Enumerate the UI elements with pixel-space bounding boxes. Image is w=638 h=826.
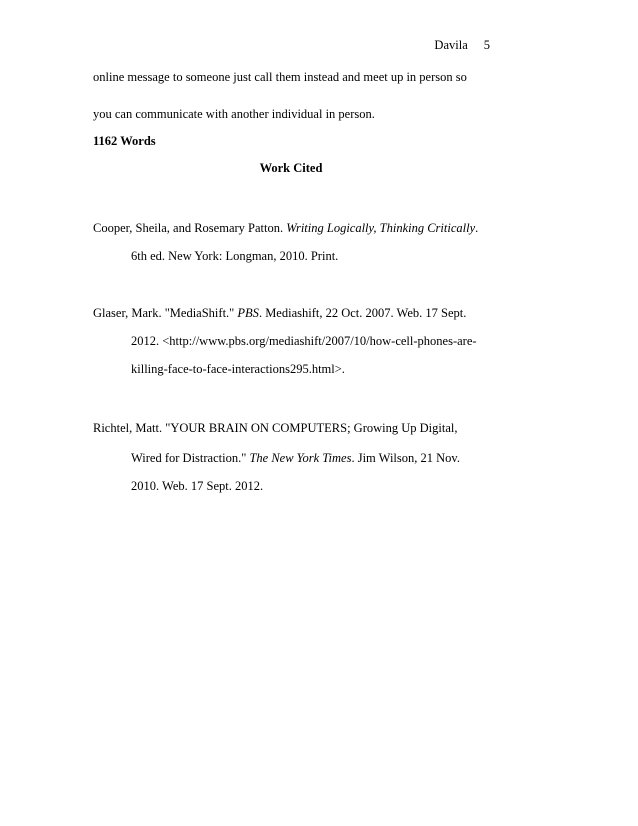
- header-author: Davila: [434, 38, 468, 52]
- citation-text: .: [475, 221, 479, 235]
- citation-title-italic: PBS: [237, 306, 259, 320]
- citation-text: Wired for Distraction.": [131, 451, 250, 465]
- citation-title-italic: The New York Times: [249, 451, 352, 465]
- citation-line: 6th ed. New York: Longman, 2010. Print.: [131, 249, 339, 263]
- body-text-line: online message to someone just call them instead and meet up in person so: [93, 70, 467, 84]
- citation-text: Cooper, Sheila, and Rosemary Patton.: [93, 221, 287, 235]
- citation-line: [131, 451, 460, 466]
- word-count: 1162 Words: [93, 134, 156, 148]
- citation-entry-glaser: [93, 306, 466, 321]
- citation-entry-richtel: Richtel, Matt. "YOUR BRAIN ON COMPUTERS; Growing Up Digital,: [93, 421, 458, 435]
- citation-line: 2010. Web. 17 Sept. 2012.: [131, 479, 264, 493]
- citation-line: 2012. <http://www.pbs.org/mediashift/2007/10/how-cell-phones-are-: [131, 334, 477, 348]
- body-text-line: you can communicate with another individual in person.: [93, 107, 375, 121]
- citation-entry-cooper: [93, 221, 478, 236]
- citation-title-italic: Writing Logically, Thinking Critically: [286, 221, 476, 235]
- citation-text: . Mediashift, 22 Oct. 2007. Web. 17 Sept.: [258, 306, 467, 320]
- citation-line: killing-face-to-face-interactions295.html>.: [131, 362, 345, 376]
- citation-text: . Jim Wilson, 21 Nov.: [351, 451, 460, 465]
- citation-text: Glaser, Mark. "MediaShift.": [93, 306, 238, 320]
- header-page-number: 5: [483, 38, 490, 52]
- works-cited-title: Work Cited: [259, 161, 323, 175]
- page-header: [380, 38, 490, 53]
